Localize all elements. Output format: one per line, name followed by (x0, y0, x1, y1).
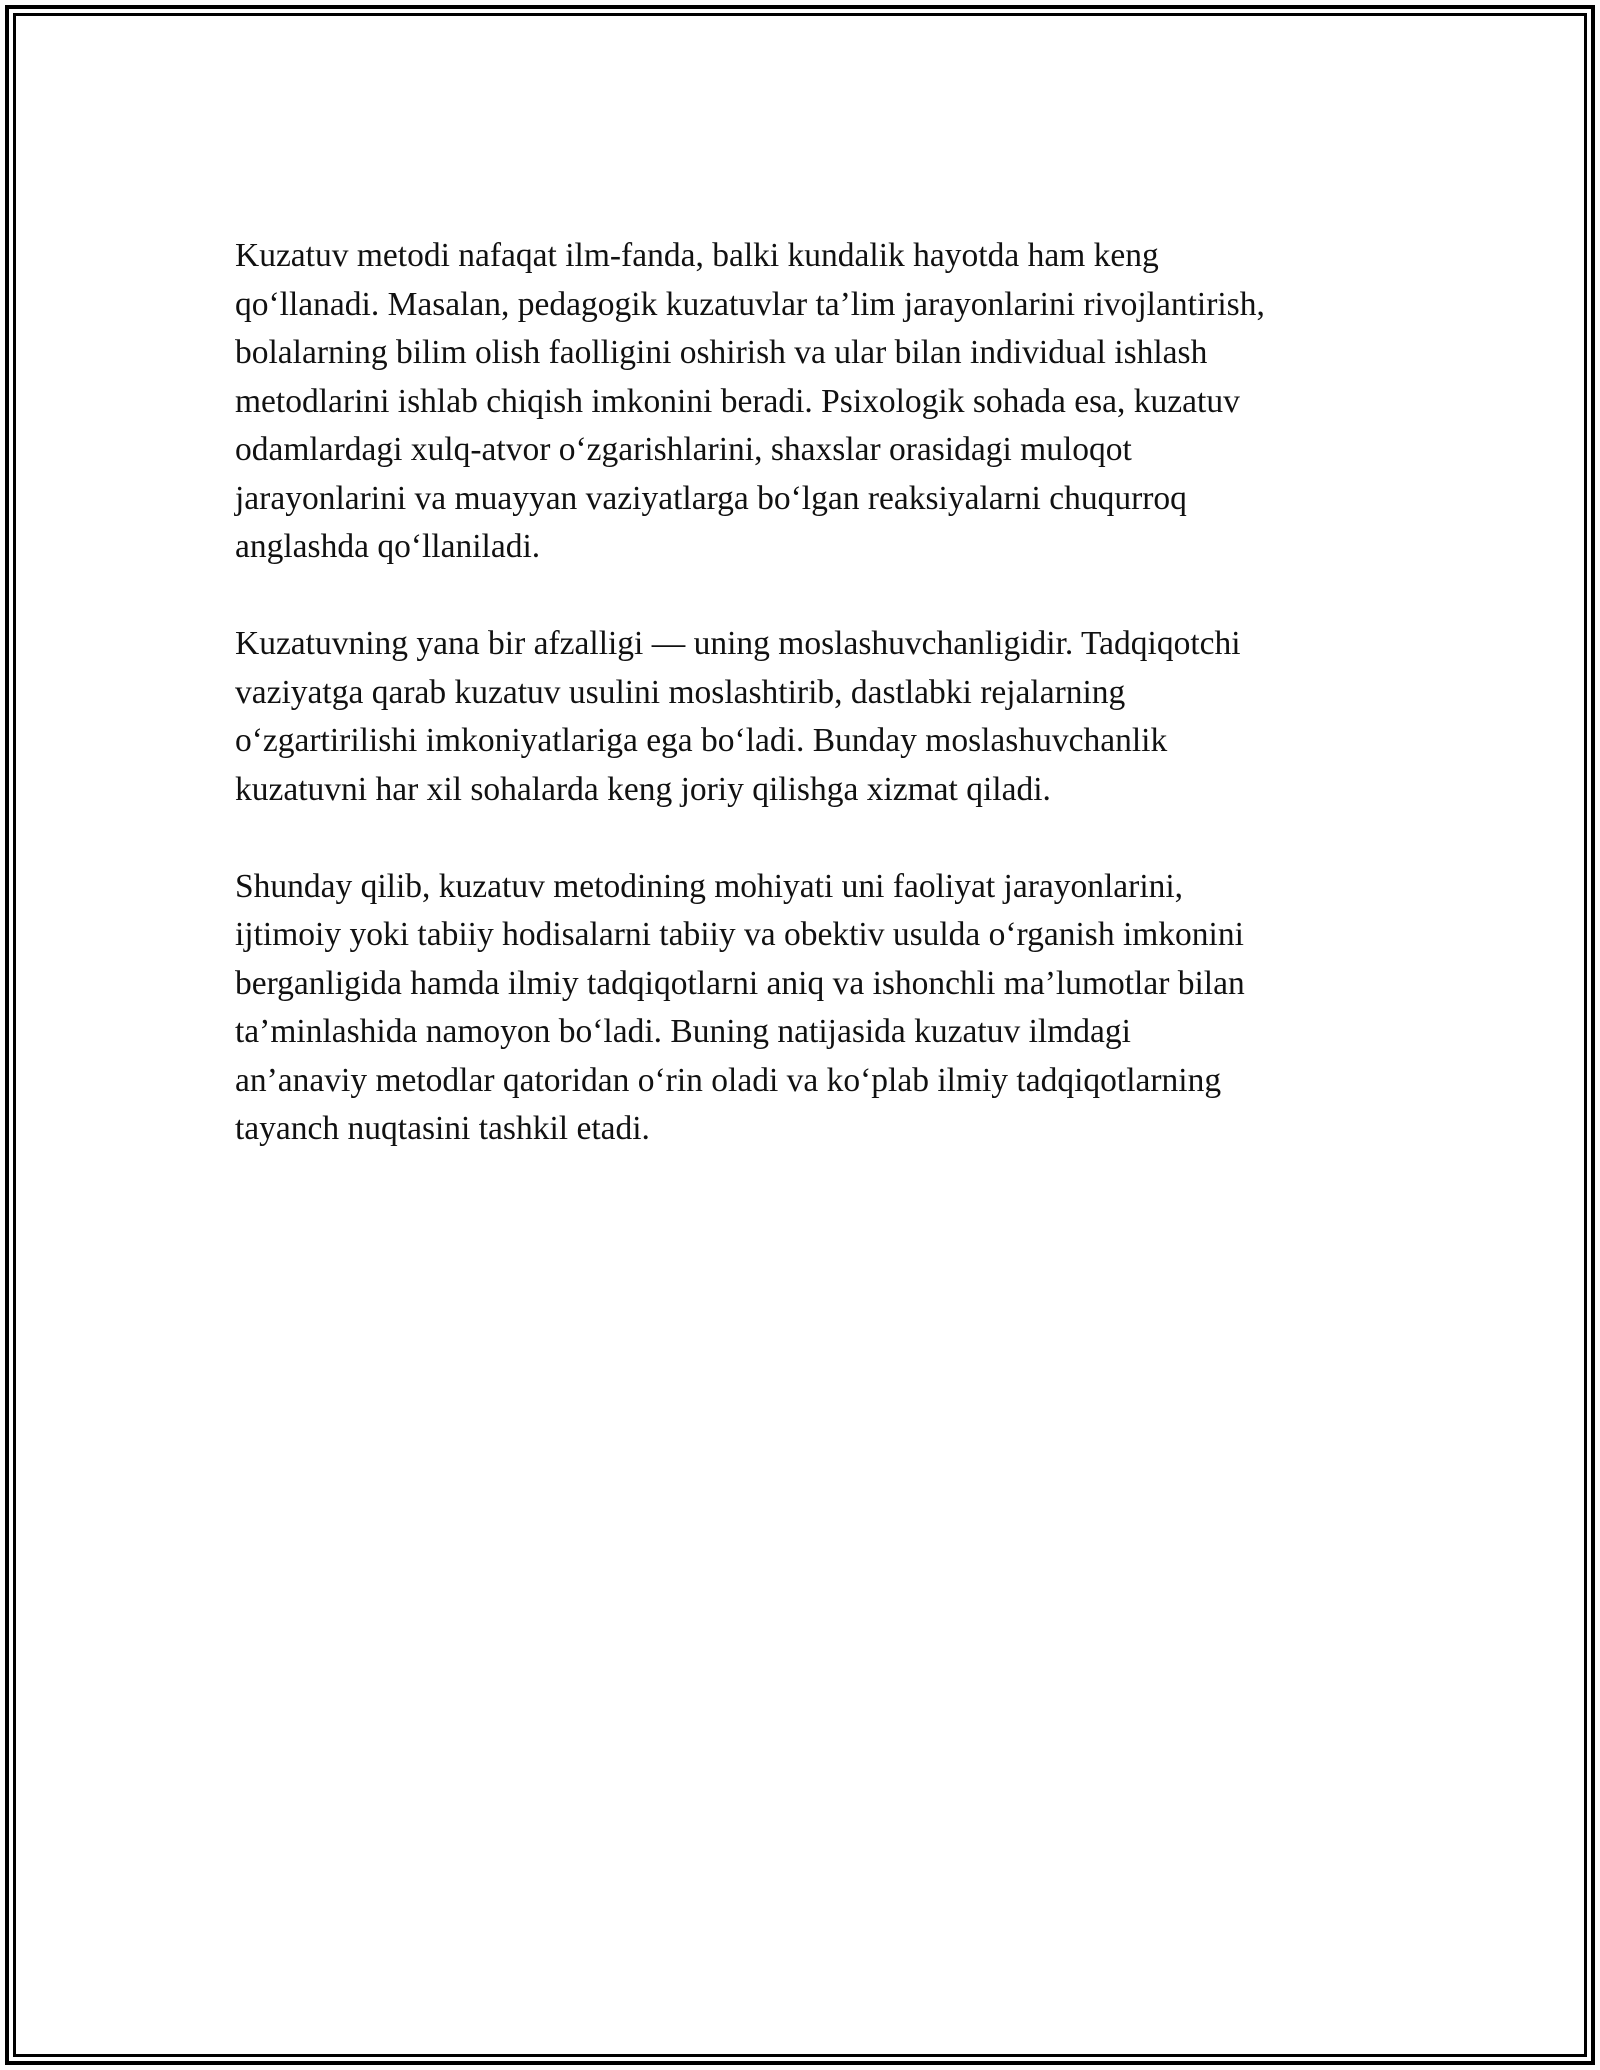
document-body (235, 232, 1385, 1154)
paragraph-3: Shunday qilib, kuzatuv metodining mohiyati uni faoliyat jarayonlarini, ijtimoiy yoki tabiiy hodisalarni tabiiy va obektiv usulda o‘rganish imkonini berganligida hamda ilmiy tadqiqotlarni aniq va ishonchli ma’lumotlar bilan ta’minlashida namoyon bo‘ladi. Buning natijasida kuzatuv ilmdagi an’anaviy metodlar qatoridan o‘rin oladi va ko‘plab ilmiy tadqiqotlarning tayanch nuqtasini tashkil etadi. (235, 867, 1245, 1147)
paragraph-2: Kuzatuvning yana bir afzalligi — uning moslashuvchanligidir. Tadqiqotchi vaziyatga qarab kuzatuv usulini moslashtirib, dastlabki rejalarning o‘zgartirilishi imkoniyatlariga ega bo‘ladi. Bunday moslashuvchanlik kuzatuvni har xil sohalarda keng joriy qilishga xizmat qiladi. (235, 625, 1241, 808)
paragraph-1: Kuzatuv metodi nafaqat ilm-fanda, balki kundalik hayotda ham keng qo‘llanadi. Masalan, pedagogik kuzatuvlar ta’lim jarayonlarini rivojlantirish, bolalarning bilim olish faolligini oshirish va ular bilan individual ishlash metodlarini ishlab chiqish imkonini beradi. Psixologik sohada esa, kuzatuv odamlardagi xulq-atvor o‘zgarishlarini, shaxslar orasidagi muloqot jarayonlarini va muayyan vaziyatlarga bo‘lgan reaksiyalarni chuqurroq anglashda qo‘llaniladi. (235, 237, 1265, 565)
